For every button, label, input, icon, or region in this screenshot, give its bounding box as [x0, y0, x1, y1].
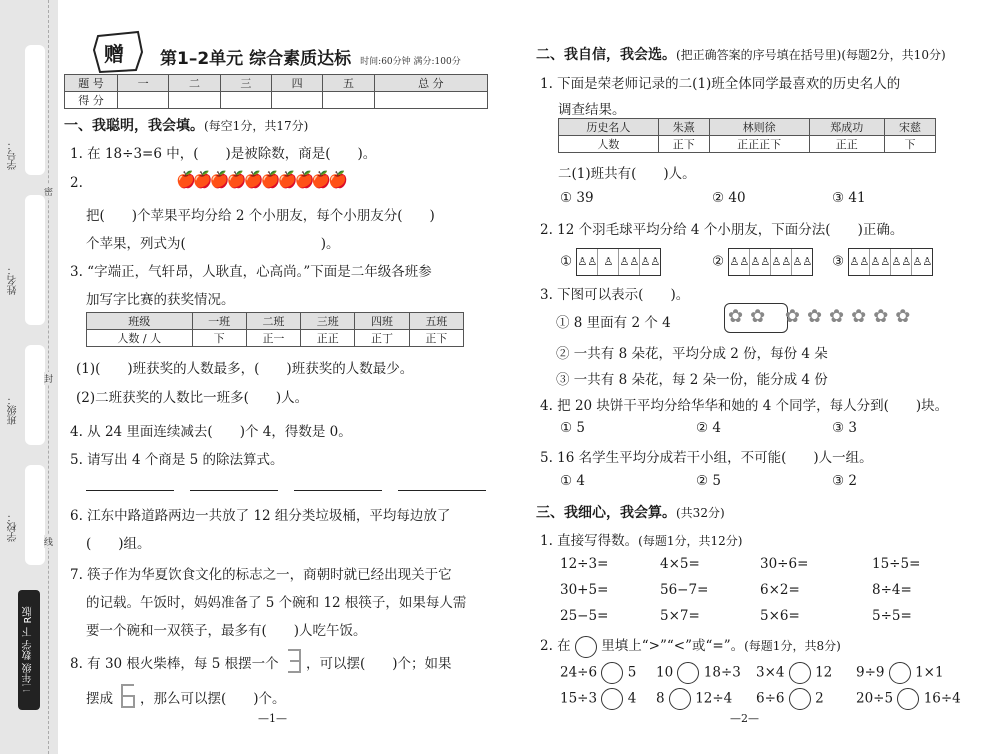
compare-note: (每题1分，共8分) [744, 639, 841, 653]
shuttlecock-group-icon: ♙♙ ♙♙ ♙♙ ♙♙ [848, 248, 933, 276]
table-cell: 四 [271, 75, 322, 92]
compare-title [540, 634, 841, 658]
choice-1-line-1: 1. 下面是荣老师记录的二(1)班全体同学最喜欢的历史名人的 [540, 76, 901, 92]
compare-right: 1×1 [915, 664, 944, 681]
option-2-1[interactable] [560, 248, 661, 276]
calc-item[interactable]: 5×7= [660, 608, 700, 624]
compare-item [656, 662, 741, 684]
answer-line[interactable] [398, 490, 486, 491]
section-2-heading [536, 44, 946, 64]
school-box[interactable] [25, 465, 45, 565]
title-meta: 时间:60分钟 满分:100分 [360, 57, 461, 67]
table-cell: 宋慈 [884, 119, 935, 136]
compare-item [560, 688, 636, 710]
section-title: 二、我自信，我会选。 [536, 47, 676, 63]
table-cell: 班级 [87, 313, 193, 330]
table-cell: 一 [118, 75, 169, 92]
option[interactable]: ② 4 [696, 420, 721, 436]
choice-5: 5. 16 名学生平均分成若干小组，不可能( )人一组。 [540, 450, 873, 466]
score-cell[interactable] [169, 92, 220, 109]
compare-item [560, 662, 636, 684]
answer-circle[interactable] [897, 688, 919, 710]
calc-item[interactable]: 30÷6= [760, 556, 809, 572]
table-cell: 郑成功 [809, 119, 884, 136]
option[interactable]: ① 4 [560, 473, 585, 489]
question-7-line-3: 要一个碗和一双筷子，最多有( )人吃午饭。 [86, 623, 367, 639]
section-note: (共32分) [676, 506, 725, 520]
table-cell: 林则徐 [709, 119, 809, 136]
compare-item [756, 662, 832, 684]
choice-1-line-3: 二(1)班共有( )人。 [558, 166, 696, 182]
table-cell: 二班 [246, 313, 300, 330]
table-cell: 二 [169, 75, 220, 92]
compare-left: 6÷6 [756, 690, 785, 707]
section-title: 一、我聪明，我会填。 [64, 118, 204, 134]
class-label: 班级： [8, 395, 19, 425]
table-cell: 正正 [301, 330, 355, 347]
binding-strip [0, 0, 58, 754]
score-table-row [65, 92, 488, 109]
table-cell: 四班 [355, 313, 409, 330]
option[interactable]: ③ 一共有 8 朵花，每 2 朵一份，能分成 4 份 [556, 372, 828, 388]
question-6-line-1: 6. 江东中路道路两边一共放了 12 组分类垃圾桶，平均每边放了 [70, 508, 451, 524]
compare-left: 15÷3 [560, 690, 598, 707]
answer-circle[interactable] [677, 662, 699, 684]
table-row [559, 136, 936, 153]
table-cell: 一班 [192, 313, 246, 330]
page-number-2: —2— [730, 712, 759, 725]
school-label: 学校： [8, 512, 19, 542]
table-cell: 下 [192, 330, 246, 347]
option-label: ③ [832, 253, 845, 270]
table-header [87, 313, 464, 330]
matchstick-3-icon [286, 648, 302, 674]
question-8-line-2b: ，那么可以摆( )个。 [140, 691, 286, 707]
question-3-line-1: 3. “字端正，气轩昂，人耿直，心高尚。”下面是二年级各班参 [70, 264, 432, 280]
option[interactable]: ① 5 [560, 420, 585, 436]
seal-mark: 线 [44, 535, 53, 548]
answer-circle[interactable] [669, 688, 691, 710]
calc-item[interactable]: 30+5= [560, 582, 609, 598]
table-cell: 历史名人 [559, 119, 659, 136]
option[interactable]: ② 40 [712, 190, 746, 206]
calc-1-title [540, 529, 742, 549]
calc-item[interactable]: 4×5= [660, 556, 700, 572]
compare-right: 2 [815, 690, 824, 707]
answer-line[interactable] [190, 490, 278, 491]
choice-3: 3. 下图可以表示( )。 [540, 287, 690, 303]
score-cell[interactable] [374, 92, 487, 109]
question-8-line-2a: 摆成 [86, 691, 113, 707]
answer-line[interactable] [86, 490, 174, 491]
table-cell: 得 分 [65, 92, 118, 109]
option[interactable]: ① 8 里面有 2 个 4 [556, 315, 671, 331]
table-cell: 正正正下 [709, 136, 809, 153]
shuttlecock-group-icon: ♙♙ ♙♙ ♙♙ ♙♙ [728, 248, 813, 276]
table-cell: 三 [220, 75, 271, 92]
table-cell: 下 [884, 136, 935, 153]
shuttlecock-group-icon: ♙♙ ♙ ♙♙ ♙♙ [576, 248, 661, 276]
option-label: ① [560, 253, 573, 270]
name-box[interactable] [25, 195, 45, 325]
choice-1-line-2: 调查结果。 [558, 102, 626, 118]
calc-item[interactable]: 15÷5= [872, 556, 921, 572]
calc-item[interactable]: 8÷4= [872, 582, 912, 598]
table-cell: 正丁 [355, 330, 409, 347]
calc-1-text: 1. 直接写得数。 [540, 533, 639, 549]
section-3-heading [536, 502, 725, 522]
option-label: ② [712, 253, 725, 270]
compare-right: 12 [815, 664, 833, 681]
answer-circle[interactable] [601, 662, 623, 684]
compare-right: 18÷3 [703, 664, 741, 681]
option-2-3[interactable] [832, 248, 933, 276]
matchstick-6-icon [120, 683, 136, 709]
compare-right: 16÷4 [923, 690, 961, 707]
brand-label: 二年级 数学 下 R版 [18, 590, 40, 710]
choice-4: 4. 把 20 块饼干平均分给华华和她的 4 个同学，每人分到( )块。 [540, 398, 949, 414]
compare-item [656, 688, 732, 710]
table-cell: 正正 [809, 136, 884, 153]
question-3-part-2: (2)二班获奖的人数比一班多( )人。 [76, 390, 309, 406]
calc-item[interactable]: 5×6= [760, 608, 800, 624]
flowers-icon: ✿✿ ✿✿✿✿✿✿ [728, 306, 918, 327]
question-2-line-2: 个苹果，列式为( )。 [86, 236, 340, 252]
choice-2: 2. 12 个羽毛球平均分给 4 个小朋友，下面分法( )正确。 [540, 222, 904, 238]
question-1: 1. 在 18÷3=6 中，( )是被除数，商是( )。 [70, 146, 377, 162]
option-2-2[interactable] [712, 248, 813, 276]
table-cell: 三班 [301, 313, 355, 330]
question-3-part-1: (1)( )班获奖的人数最多，( )班获奖的人数最少。 [76, 361, 414, 377]
table-cell: 人数 / 人 [87, 330, 193, 347]
compare-left: 10 [656, 664, 674, 681]
score-cell[interactable] [220, 92, 271, 109]
section-title: 三、我细心，我会算。 [536, 505, 676, 521]
answer-circle[interactable] [889, 662, 911, 684]
question-8-line-1b: ，可以摆( )个；如果 [306, 656, 452, 672]
compare-right: 12÷4 [695, 690, 733, 707]
student-id-box[interactable] [25, 45, 45, 175]
history-figure-table [558, 118, 936, 153]
question-3-line-2: 加写字比赛的获奖情况。 [86, 292, 235, 308]
question-8-line-1: 8. 有 30 根火柴棒，每 5 根摆一个 [70, 656, 279, 672]
table-cell: 正下 [409, 330, 463, 347]
calc-item[interactable]: 56−7= [660, 582, 709, 598]
compare-item [856, 688, 961, 710]
title-text: 第1–2单元 综合素质达标 [160, 49, 352, 69]
section-1-heading [64, 115, 308, 135]
student-id-label: 学号： [8, 140, 19, 170]
compare-item [756, 688, 824, 710]
option[interactable]: ③ 3 [832, 420, 857, 436]
section-note: (把正确答案的序号填在括号里)(每题2分，共10分) [676, 48, 946, 62]
score-table [64, 74, 488, 109]
answer-circle[interactable] [789, 662, 811, 684]
option[interactable]: ③ 41 [832, 190, 866, 206]
table-cell: 正一 [246, 330, 300, 347]
apples-icon: 🍎🍎🍎🍎🍎🍎🍎🍎🍎🍎 [176, 170, 346, 189]
question-2-line-1: 把( )个苹果平均分给 2 个小朋友，每个小朋友分( ) [86, 208, 435, 224]
page-number-1: —1— [258, 712, 287, 725]
table-header [559, 119, 936, 136]
score-cell[interactable] [323, 92, 374, 109]
question-6-line-2: ( )组。 [86, 536, 151, 552]
option[interactable]: ③ 2 [832, 473, 857, 489]
option[interactable]: ② 5 [696, 473, 721, 489]
compare-item [856, 662, 944, 684]
compare-left: 3×4 [756, 664, 785, 681]
score-cell[interactable] [271, 92, 322, 109]
table-cell: 五 [323, 75, 374, 92]
seal-mark: 密 [44, 185, 53, 198]
calc-item[interactable]: 12÷3= [560, 556, 609, 572]
question-4: 4. 从 24 里面连续减去( )个 4，得数是 0。 [70, 424, 352, 440]
score-cell[interactable] [118, 92, 169, 109]
score-table-header [65, 75, 488, 92]
class-award-table [86, 312, 464, 347]
calc-item[interactable]: 5÷5= [872, 608, 912, 624]
compare-right: 5 [627, 664, 637, 681]
answer-circle[interactable] [601, 688, 623, 710]
compare-left: 20÷5 [856, 690, 894, 707]
option[interactable]: ① 39 [560, 190, 594, 206]
compare-left: 9÷9 [856, 664, 885, 681]
calc-item[interactable]: 6×2= [760, 582, 800, 598]
table-cell: 总 分 [374, 75, 487, 92]
option[interactable]: ② 一共有 8 朵花，平均分成 2 份，每份 4 朵 [556, 346, 828, 362]
compare-text-b: 里填上“>”“<”或“=”。 [601, 638, 745, 654]
section-note: (每空1分，共17分) [204, 119, 309, 133]
calc-item[interactable]: 25−5= [560, 608, 609, 624]
name-label: 姓名： [8, 265, 19, 295]
question-5: 5. 请写出 4 个商是 5 的除法算式。 [70, 452, 284, 468]
calc-1-note: (每题1分，共12分) [638, 534, 743, 548]
table-cell: 朱熹 [658, 119, 709, 136]
circle-icon [575, 636, 597, 658]
question-2: 2. [70, 175, 83, 191]
seal-mark: 封 [44, 372, 53, 385]
bonus-badge-text: 赠 [104, 42, 124, 66]
compare-text-a: 2. 在 [540, 638, 571, 654]
table-cell: 正下 [658, 136, 709, 153]
table-row [87, 330, 464, 347]
compare-right: 4 [627, 690, 637, 707]
page-title [160, 44, 461, 69]
class-box[interactable] [25, 345, 45, 445]
table-cell: 五班 [409, 313, 463, 330]
compare-left: 24÷6 [560, 664, 598, 681]
answer-line[interactable] [294, 490, 382, 491]
question-7-line-1: 7. 筷子作为华夏饮食文化的标志之一，商朝时就已经出现关于它 [70, 567, 452, 583]
table-cell: 题 号 [65, 75, 118, 92]
table-cell: 人数 [559, 136, 659, 153]
question-7-line-2: 的记载。午饭时，妈妈准备了 5 个碗和 12 根筷子，如果每人需 [86, 595, 467, 611]
compare-left: 8 [656, 690, 665, 707]
answer-circle[interactable] [789, 688, 811, 710]
